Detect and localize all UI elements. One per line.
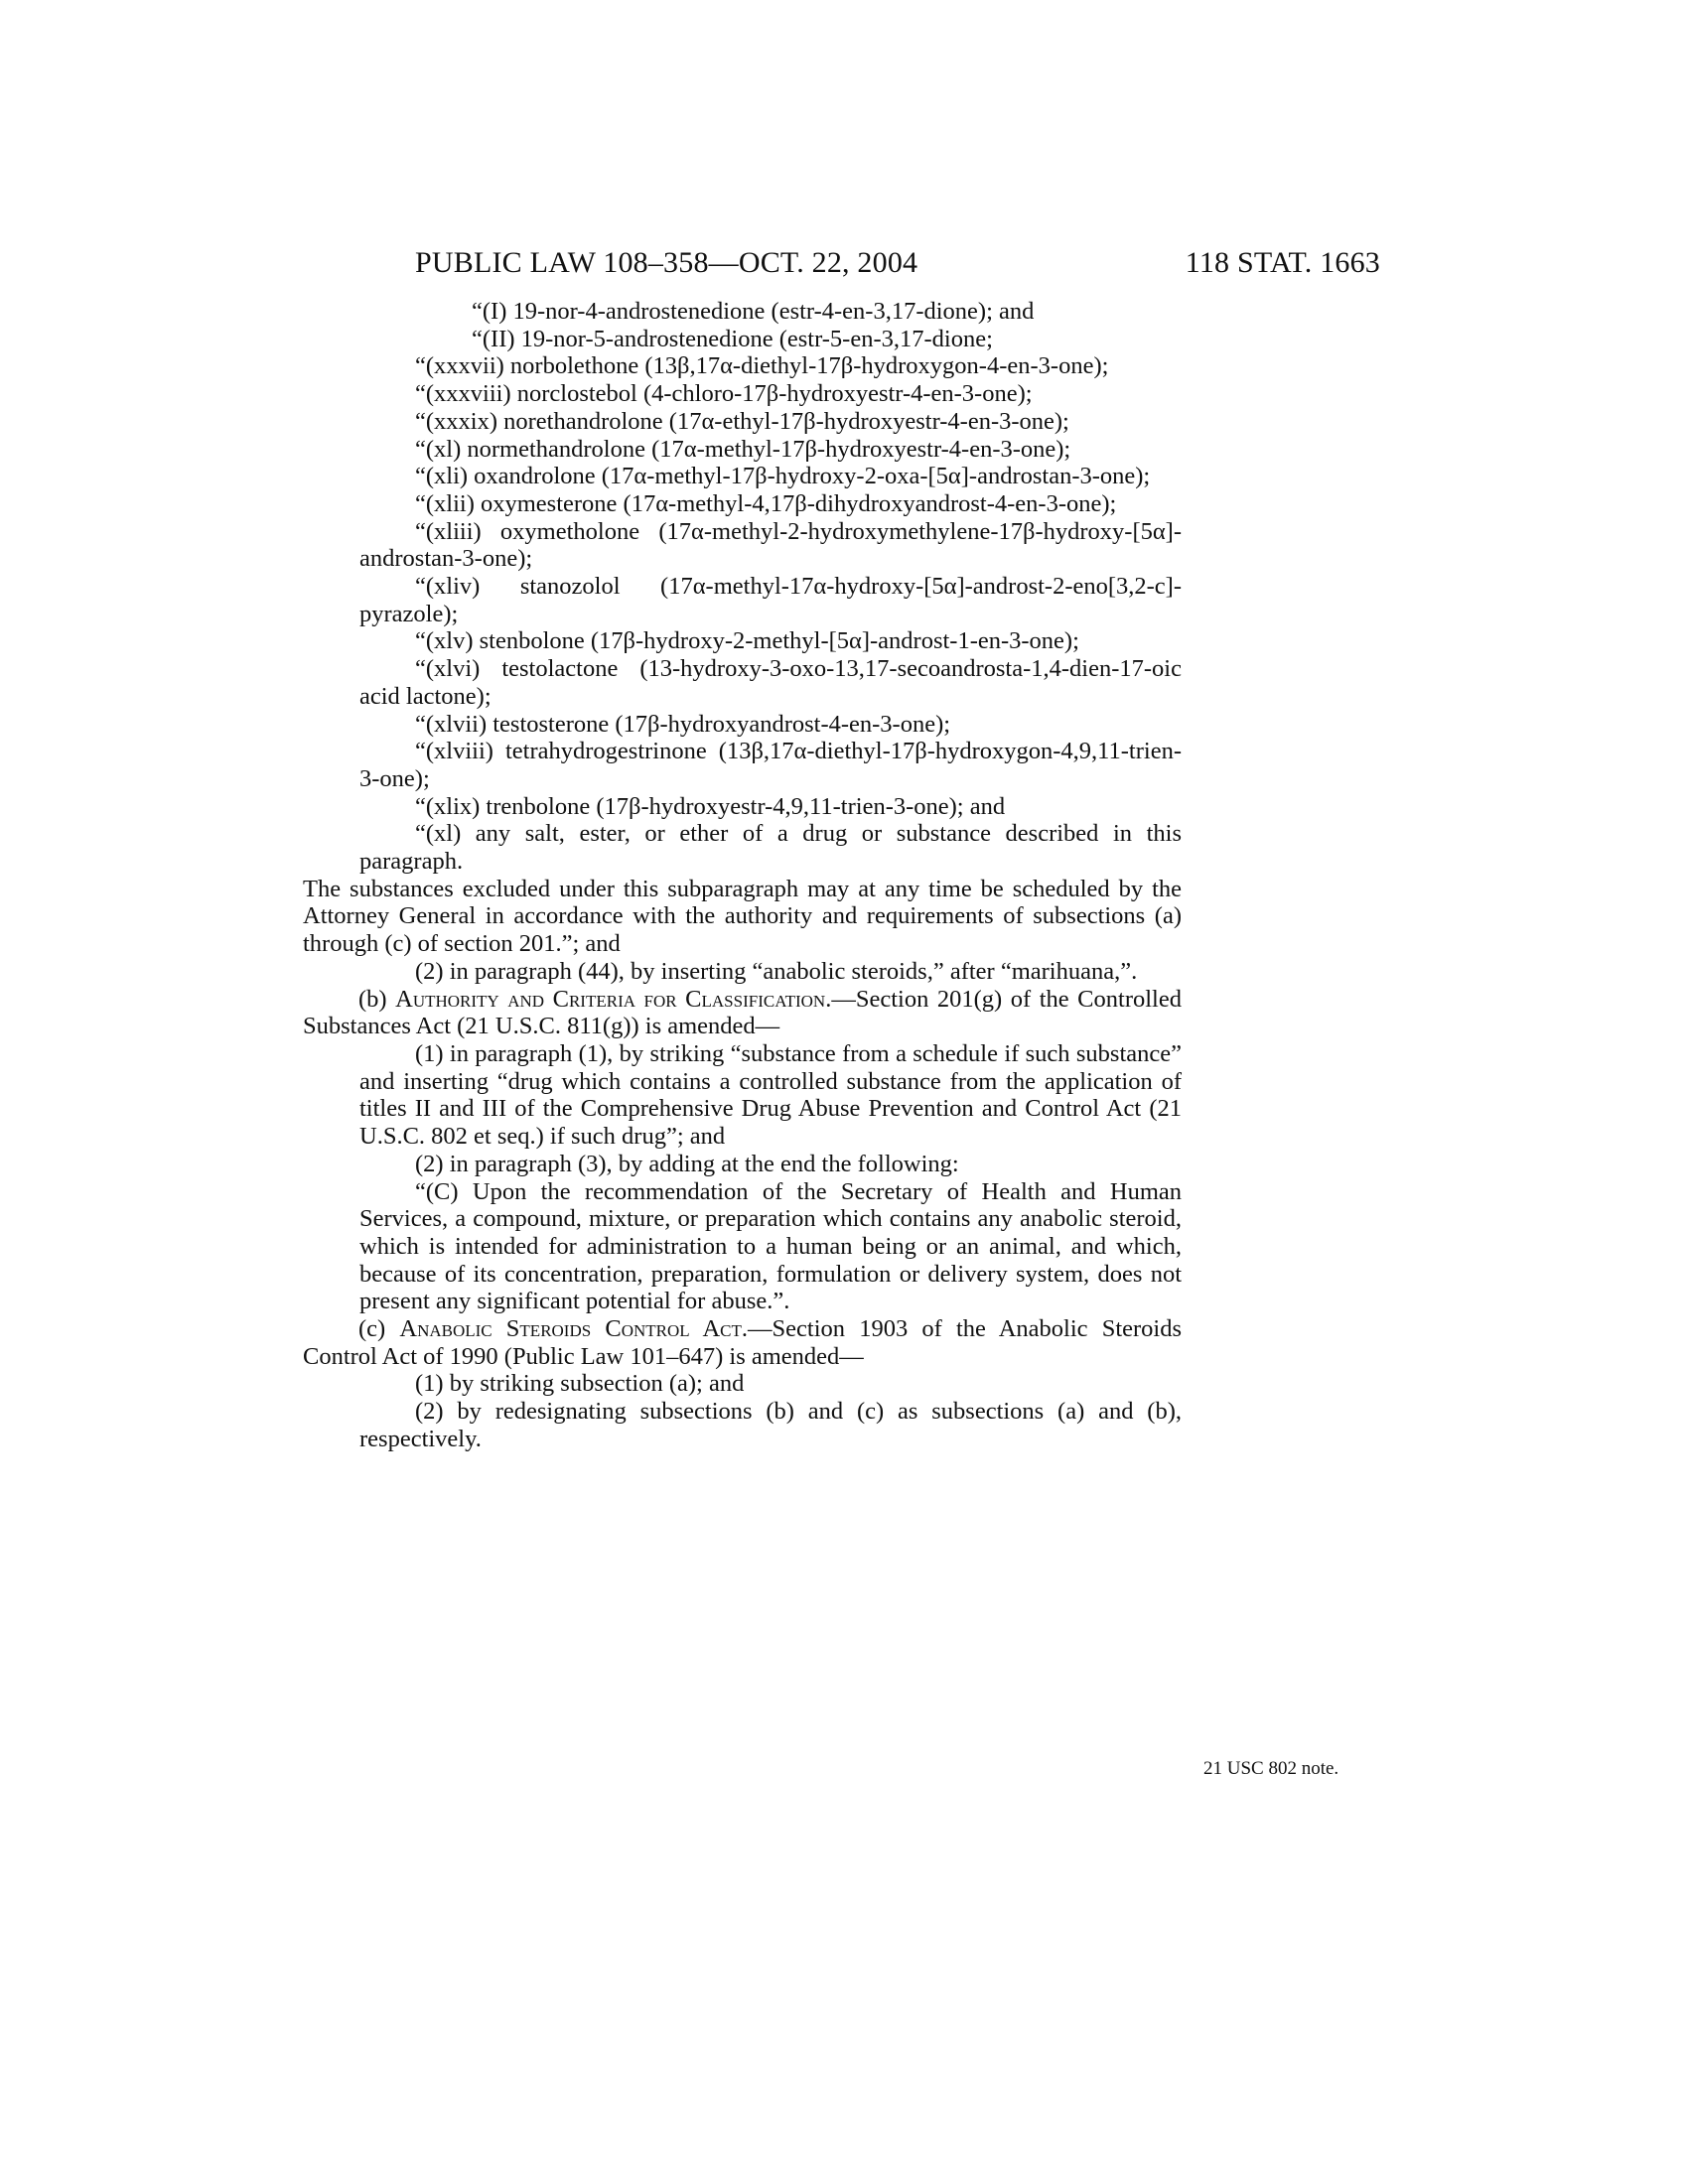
subsection-b-item-2: (2) in paragraph (3), by adding at the end the following: (415, 1150, 959, 1177)
subsection-c-item-2: (2) by redesignating subsections (b) and (c) as subsections (a) and (b), respectively. (359, 1398, 1182, 1452)
subsection-b-lead: (b) (358, 985, 396, 1013)
header-title: PUBLIC LAW 108–358—OCT. 22, 2004 (415, 246, 918, 279)
subsection-b (303, 986, 1182, 1040)
paragraph-xliii: “(xliii) oxymetholone (17α-methyl-2-hydroxymethylene-17β-hydroxy-[5α]-androstan-3-one); (359, 517, 1182, 573)
paragraph-xxxviii: “(xxxviii) norclostebol (4-chloro-17β-hydroxyestr-4-en-3-one); (415, 380, 1033, 408)
paragraph-2-paragraph-44: (2) in paragraph (44), by inserting “anabolic steroids,” after “marihuana,”. (415, 957, 1138, 985)
paragraph-xlviii: “(xlviii) tetrahydrogestrinone (13β,17α-diethyl-17β-hydroxygon-4,9,11-trien-3-one); (359, 738, 1182, 792)
subsection-c-lead: (c) (358, 1315, 400, 1343)
paragraph-xlv: “(xlv) stenbolone (17β-hydroxy-2-methyl-[5α]-androst-1-en-3-one); (415, 627, 1079, 655)
paragraph-xlvii: “(xlvii) testosterone (17β-hydroxyandrost-4-en-3-one); (415, 710, 951, 738)
subsection-c-heading: Anabolic Steroids Control Act. (399, 1315, 749, 1343)
paragraph-xli: “(xli) oxandrolone (17α-methyl-17β-hydroxy-2-oxa-[5α]-androstan-3-one); (415, 463, 1151, 490)
paragraph-xlvi: “(xlvi) testolactone (13-hydroxy-3-oxo-13,17-secoandrosta-1,4-dien-17-oic acid lactone); (359, 655, 1182, 710)
paragraph-excluded-substances: The substances excluded under this subparagraph may at any time be scheduled by the Attorney General in accordance with the authority and requirements of subsections (a) through (c) of section 201.”; and (303, 875, 1182, 958)
header-page-reference: 118 STAT. 1663 (1185, 246, 1380, 279)
subsection-b-item-1: (1) in paragraph (1), by striking “substance from a schedule if such substance” and inserting “drug which contains a controlled substance from the application of titles II and III of the Comprehensive Drug Abuse Prevention and Control Act (21 U.S.C. 802 et seq.) if such drug”; and (359, 1039, 1182, 1151)
margin-note: 21 USC 802 note. (1203, 1758, 1339, 1779)
subsection-c-text: —Section 1903 of the Anabolic Steroids Control Act of 1990 (Public Law 101–647) is amended— (303, 1315, 1182, 1370)
subsection-b-text: —Section 201(g) of the Controlled Substances Act (21 U.S.C. 811(g)) is amended— (303, 985, 1182, 1040)
subsection-b-quoted-c: “(C) Upon the recommendation of the Secretary of Health and Human Services, a compound, mixture, or preparation which contains any anabolic steroid, which is intended for administration to a human being or an animal, and which, because of its concentration, preparation, formulation or delivery system, does not present any significant potential for abuse.”. (359, 1177, 1182, 1315)
paragraph-xlix: “(xlix) trenbolone (17β-hydroxyestr-4,9,11-trien-3-one); and (415, 792, 1006, 820)
paragraph-xliv: “(xliv) stanozolol (17α-methyl-17α-hydroxy-[5α]-androst-2-eno[3,2-c]-pyrazole); (359, 573, 1182, 627)
running-header (415, 246, 1380, 286)
paragraph-ii: “(II) 19-nor-5-androstenedione (estr-5-en-3,17-dione; (472, 325, 993, 352)
paragraph-xl-salt: “(xl) any salt, ester, or ether of a drug or substance described in this paragraph. (359, 820, 1182, 876)
subsection-c-item-1: (1) by striking subsection (a); and (415, 1370, 745, 1398)
body-text (303, 298, 1182, 1453)
paragraph-xl: “(xl) normethandrolone (17α-methyl-17β-hydroxyestr-4-en-3-one); (415, 435, 1071, 463)
subsection-b-heading: Authority and Criteria for Classification. (395, 985, 832, 1013)
paragraph-xxxix: “(xxxix) norethandrolone (17α-ethyl-17β-hydroxyestr-4-en-3-one); (415, 407, 1069, 435)
subsection-c (303, 1315, 1182, 1370)
paragraph-xxxvii: “(xxxvii) norbolethone (13β,17α-diethyl-17β-hydroxygon-4-en-3-one); (415, 352, 1109, 380)
paragraph-xlii: “(xlii) oxymesterone (17α-methyl-4,17β-dihydroxyandrost-4-en-3-one); (415, 489, 1117, 517)
paragraph-i: “(I) 19-nor-4-androstenedione (estr-4-en-3,17-dione); and (472, 298, 1035, 325)
